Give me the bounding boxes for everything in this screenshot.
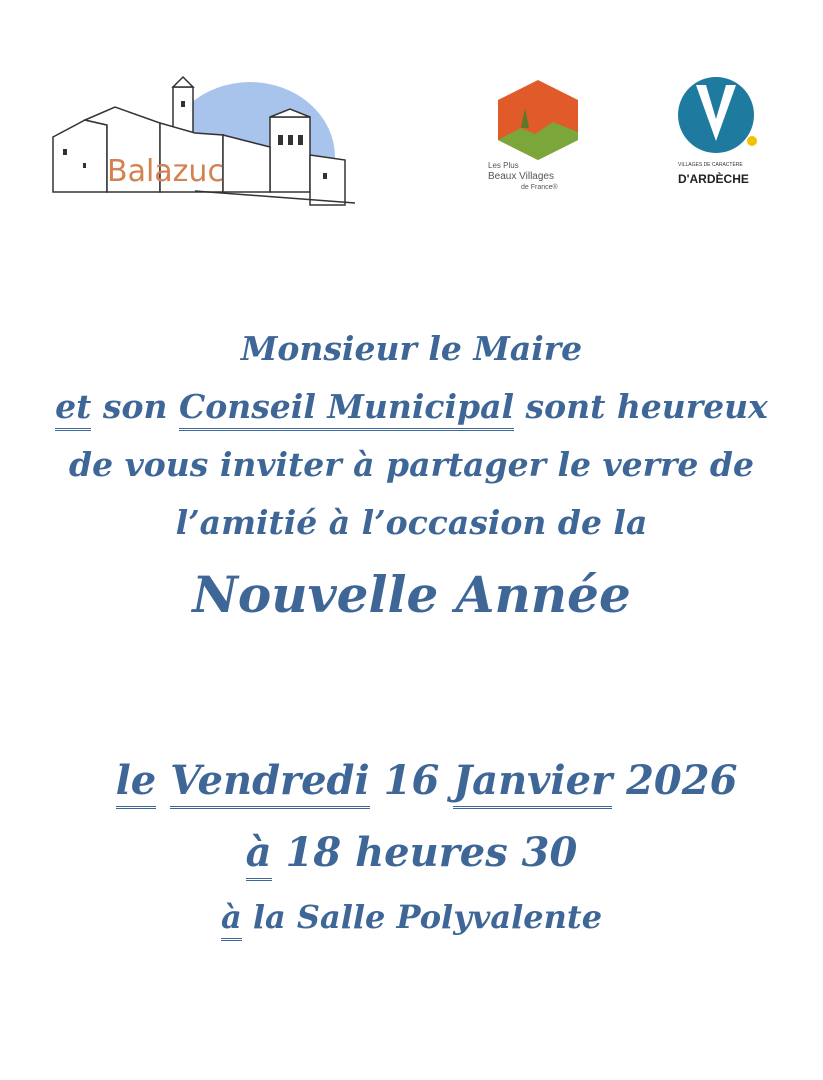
invitation-line-1: Monsieur le Maire: [240, 329, 583, 368]
time-text: 18 heures 30: [271, 829, 578, 876]
venue-text: la Salle Polyvalente: [241, 898, 603, 936]
underlined-le: le: [116, 757, 157, 809]
underlined-janvier: Janvier: [453, 757, 612, 809]
invitation-line-3: de vous inviter à partager le verre de: [69, 445, 754, 484]
balazuc-logo: [45, 65, 365, 210]
underlined-a-venue: à: [221, 898, 242, 941]
underlined-conseil-municipal: Conseil Municipal: [179, 387, 514, 431]
date-year: 2026: [612, 757, 738, 804]
event-date: [0, 745, 823, 817]
plus-beaux-villages-logo: [483, 78, 593, 198]
balazuc-logo-text: Balazuc: [107, 154, 224, 189]
invitation-text: [0, 320, 823, 636]
event-title: Nouvelle Année: [192, 565, 631, 624]
pbvf-line2: Beaux Villages: [488, 171, 554, 182]
underlined-et: et: [55, 387, 91, 431]
vca-big-text: D'ARDÈCHE: [678, 172, 749, 186]
line2-son: son: [91, 387, 179, 426]
pbvf-line3: de France®: [521, 184, 558, 191]
yellow-dot: [747, 136, 757, 146]
event-time: [0, 817, 823, 889]
vca-small-text: VILLAGES DE CARACTÈRE: [678, 162, 743, 168]
event-details: [0, 745, 823, 945]
date-day: 16: [369, 757, 454, 804]
underlined-a-time: à: [246, 829, 272, 881]
invitation-line-4: l’amitié à l’occasion de la: [175, 503, 648, 542]
invitation-line-2: [0, 378, 823, 436]
line2-sont-heureux: sont heureux: [514, 387, 768, 426]
underlined-vendredi: Vendredi: [170, 757, 370, 809]
pbvf-line1: Les Plus: [488, 161, 519, 170]
event-venue: [0, 889, 823, 945]
v-circle: [678, 77, 754, 153]
villages-caractere-ardeche-logo: [668, 75, 773, 195]
